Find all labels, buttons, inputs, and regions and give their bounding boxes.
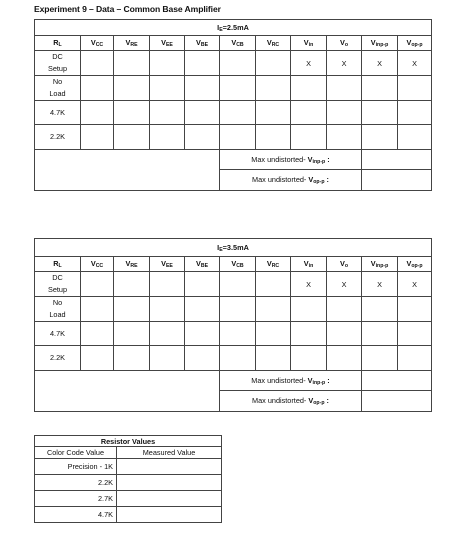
data-cell[interactable] [185, 346, 220, 371]
col-header-vo: $V_o$ [327, 36, 362, 51]
col-header-vbe: $V_{BE}$ [185, 257, 220, 272]
blank-area [35, 371, 220, 412]
data-cell[interactable] [256, 76, 291, 101]
max-undistorted-op-label: Max undistorted- $V_{op-p}$ : [220, 391, 362, 412]
row-label: DC Setup [35, 272, 81, 297]
max-undistorted-inp-value[interactable] [362, 150, 432, 170]
col-header-vinp-p: $V_{inp-p}$ [362, 257, 398, 272]
col-header-vcc: $V_{CC}$ [81, 257, 114, 272]
data-cell[interactable] [185, 322, 220, 346]
data-cell[interactable] [81, 125, 114, 150]
data-cell[interactable] [150, 125, 185, 150]
resistor-nominal: 2.7K [35, 491, 117, 507]
data-cell[interactable] [114, 76, 150, 101]
x-mark: X [327, 272, 362, 297]
data-cell[interactable] [256, 51, 291, 76]
data-cell[interactable] [398, 297, 432, 322]
data-cell[interactable] [114, 322, 150, 346]
x-mark: X [362, 51, 398, 76]
page-title: Experiment 9 – Data – Common Base Amplifier [34, 4, 221, 14]
col-header-vrc: $V_{RC}$ [256, 257, 291, 272]
data-cell[interactable] [327, 322, 362, 346]
max-undistorted-op-value[interactable] [362, 170, 432, 191]
col-header-vin: $V_{in}$ [291, 36, 327, 51]
x-mark: X [291, 272, 327, 297]
resistor-nominal: 4.7K [35, 507, 117, 523]
data-cell[interactable] [150, 101, 185, 125]
data-cell[interactable] [81, 297, 114, 322]
max-undistorted-inp-value[interactable] [362, 371, 432, 391]
data-cell[interactable] [327, 76, 362, 101]
data-cell[interactable] [81, 101, 114, 125]
table-caption: $I_E=2.5mA$ [35, 20, 432, 36]
x-mark: X [291, 51, 327, 76]
measured-value-cell[interactable] [117, 459, 222, 475]
col-header-vcb: $V_{CB}$ [220, 257, 256, 272]
table-row [35, 459, 222, 475]
data-cell[interactable] [398, 125, 432, 150]
resistor-table-title: Resistor Values [35, 436, 222, 447]
max-undistorted-op-label: Max undistorted- $V_{op-p}$ : [220, 170, 362, 191]
col-header-vre: $V_{RE}$ [114, 36, 150, 51]
data-cell[interactable] [327, 125, 362, 150]
data-cell[interactable] [185, 101, 220, 125]
data-cell[interactable] [220, 76, 256, 101]
data-cell[interactable] [362, 297, 398, 322]
data-cell[interactable] [220, 297, 256, 322]
data-cell[interactable] [150, 272, 185, 297]
data-cell[interactable] [114, 101, 150, 125]
col-header-vrc: $V_{RC}$ [256, 36, 291, 51]
resistor-values-table [34, 435, 222, 523]
data-cell[interactable] [185, 297, 220, 322]
table-caption: $I_E=3.5mA$ [35, 239, 432, 257]
max-undistorted-op-value[interactable] [362, 391, 432, 412]
col-header-vo: $V_o$ [327, 257, 362, 272]
data-cell[interactable] [81, 346, 114, 371]
row-label: 4.7K [35, 322, 81, 346]
data-cell[interactable] [220, 101, 256, 125]
max-undistorted-inp-label: Max undistorted- $V_{inp-p}$ : [220, 150, 362, 170]
data-cell[interactable] [256, 125, 291, 150]
table-row [35, 507, 222, 523]
data-cell[interactable] [150, 346, 185, 371]
col-header-vop-p: $V_{op-p}$ [398, 36, 432, 51]
data-cell[interactable] [150, 297, 185, 322]
data-cell[interactable] [291, 322, 327, 346]
data-cell[interactable] [256, 322, 291, 346]
data-cell[interactable] [220, 125, 256, 150]
data-cell[interactable] [291, 297, 327, 322]
col-header-vin: $V_{in}$ [291, 257, 327, 272]
data-cell[interactable] [256, 101, 291, 125]
measured-value-cell[interactable] [117, 507, 222, 523]
row-label: No Load [35, 297, 81, 322]
data-cell[interactable] [362, 322, 398, 346]
table-row [35, 76, 432, 101]
data-cell[interactable] [114, 51, 150, 76]
row-label: No Load [35, 76, 81, 101]
data-cell[interactable] [81, 272, 114, 297]
measured-value-cell[interactable] [117, 491, 222, 507]
data-cell[interactable] [185, 272, 220, 297]
col-header-vee: $V_{EE}$ [150, 257, 185, 272]
table-row [35, 346, 432, 371]
data-cell[interactable] [150, 76, 185, 101]
data-cell[interactable] [220, 272, 256, 297]
data-cell[interactable] [114, 125, 150, 150]
resistor-nominal: Precision - 1K [35, 459, 117, 475]
data-cell[interactable] [398, 346, 432, 371]
table-row [35, 322, 432, 346]
row-label: 2.2K [35, 346, 81, 371]
table-row [35, 125, 432, 150]
data-cell[interactable] [291, 76, 327, 101]
table-row [35, 101, 432, 125]
data-cell[interactable] [362, 125, 398, 150]
measured-value-cell[interactable] [117, 475, 222, 491]
data-cell[interactable] [291, 101, 327, 125]
row-label: DC Setup [35, 51, 81, 76]
data-cell[interactable] [327, 297, 362, 322]
data-cell[interactable] [327, 346, 362, 371]
data-cell[interactable] [256, 346, 291, 371]
data-cell[interactable] [256, 297, 291, 322]
max-undistorted-inp-label: Max undistorted- $V_{inp-p}$ : [220, 371, 362, 391]
data-table-3-5ma [34, 238, 432, 412]
x-mark: X [327, 51, 362, 76]
col-header-color-code: Color Code Value [35, 447, 117, 459]
data-cell[interactable] [327, 101, 362, 125]
data-cell[interactable] [81, 76, 114, 101]
data-cell[interactable] [220, 322, 256, 346]
col-header-vre: $V_{RE}$ [114, 257, 150, 272]
x-mark: X [398, 51, 432, 76]
data-cell[interactable] [362, 101, 398, 125]
col-header-measured: Measured Value [117, 447, 222, 459]
data-cell[interactable] [114, 346, 150, 371]
data-cell[interactable] [185, 76, 220, 101]
table-row [35, 51, 432, 76]
data-cell[interactable] [185, 51, 220, 76]
col-header-vop-p: $V_{op-p}$ [398, 257, 432, 272]
col-header-rl: $R_L$ [35, 257, 81, 272]
data-cell[interactable] [398, 76, 432, 101]
x-mark: X [398, 272, 432, 297]
data-cell[interactable] [256, 272, 291, 297]
data-cell[interactable] [362, 346, 398, 371]
blank-area [35, 150, 220, 191]
table-row [35, 491, 222, 507]
row-label: 4.7K [35, 101, 81, 125]
col-header-vee: $V_{EE}$ [150, 36, 185, 51]
row-label: 2.2K [35, 125, 81, 150]
data-cell[interactable] [114, 272, 150, 297]
data-table-2-5ma [34, 19, 432, 191]
table-row [35, 272, 432, 297]
data-cell[interactable] [291, 346, 327, 371]
col-header-rl: $R_L$ [35, 36, 81, 51]
data-cell[interactable] [362, 76, 398, 101]
data-cell[interactable] [150, 322, 185, 346]
data-cell[interactable] [220, 51, 256, 76]
col-header-vbe: $V_{BE}$ [185, 36, 220, 51]
col-header-vcb: $V_{CB}$ [220, 36, 256, 51]
data-cell[interactable] [398, 322, 432, 346]
data-cell[interactable] [81, 51, 114, 76]
data-cell[interactable] [220, 346, 256, 371]
data-cell[interactable] [114, 297, 150, 322]
data-cell[interactable] [398, 101, 432, 125]
table-row [35, 475, 222, 491]
data-cell[interactable] [291, 125, 327, 150]
data-cell[interactable] [81, 322, 114, 346]
table-row [35, 297, 432, 322]
data-cell[interactable] [150, 51, 185, 76]
col-header-vcc: $V_{CC}$ [81, 36, 114, 51]
resistor-nominal: 2.2K [35, 475, 117, 491]
data-cell[interactable] [185, 125, 220, 150]
col-header-vinp-p: $V_{inp-p}$ [362, 36, 398, 51]
x-mark: X [362, 272, 398, 297]
